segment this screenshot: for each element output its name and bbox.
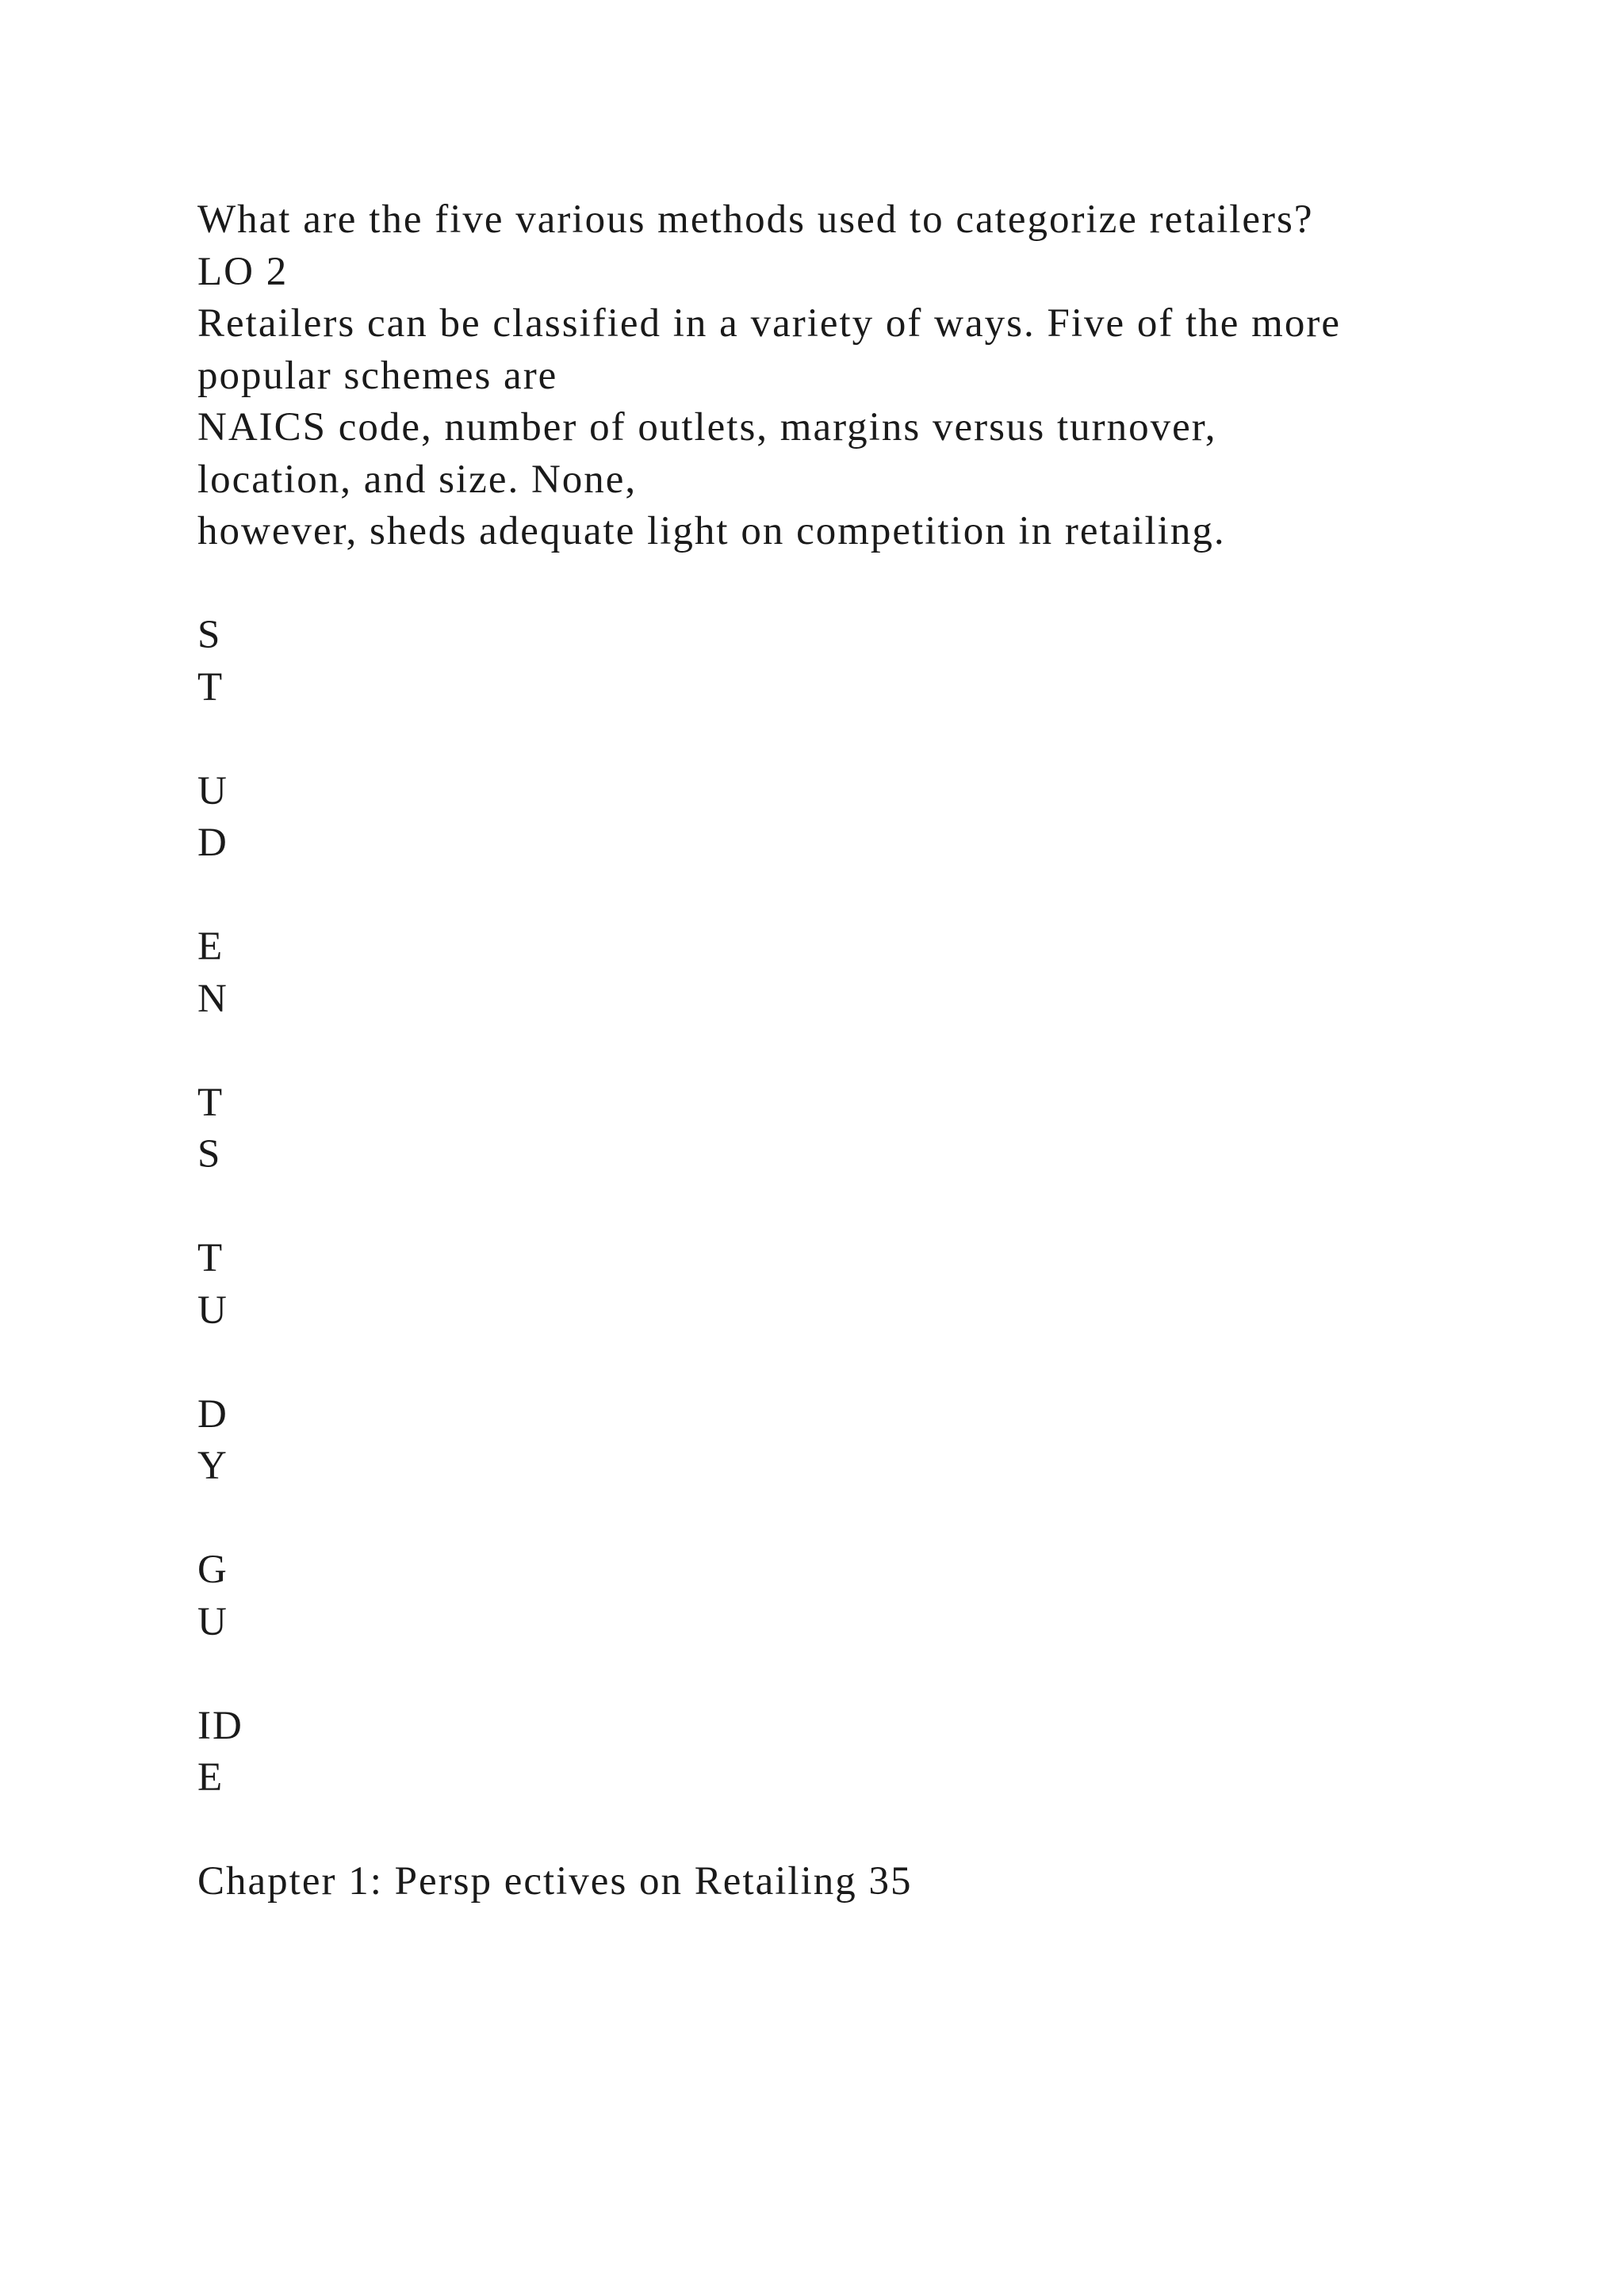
spacer xyxy=(197,870,1545,922)
watermark-letter: T xyxy=(197,664,224,710)
spacer xyxy=(197,1181,1545,1234)
spacer xyxy=(197,1493,1545,1545)
spacer xyxy=(197,1025,1545,1077)
question-heading: What are the five various methods used to categorize retailers? xyxy=(197,197,1314,242)
watermark-letter: S xyxy=(197,1132,222,1177)
page-footer: Chapter 1: Persp ectives on Retailing 35 xyxy=(197,1859,913,1904)
spacer xyxy=(197,1337,1545,1389)
watermark-letter: Y xyxy=(197,1444,228,1488)
spacer xyxy=(197,558,1545,610)
spacer xyxy=(197,714,1545,766)
answer-line: location, and size. None, xyxy=(197,457,638,502)
answer-line: however, sheds adequate light on competition in retailing. xyxy=(197,509,1226,553)
watermark-letter: T xyxy=(197,1236,224,1280)
watermark-letter: N xyxy=(197,976,228,1021)
spacer xyxy=(197,1648,1545,1701)
watermark-letter: ID xyxy=(197,1703,243,1748)
watermark-letter: D xyxy=(197,1391,228,1437)
spacer xyxy=(197,1804,1545,1857)
watermark-letter: U xyxy=(197,1599,228,1644)
learning-objective: LO 2 xyxy=(197,249,289,294)
watermark-letter: T xyxy=(197,1080,224,1125)
watermark-letter: D xyxy=(197,821,228,865)
watermark-letter: U xyxy=(197,1288,228,1333)
page-content xyxy=(197,194,1545,1908)
watermark-letter: U xyxy=(197,768,228,813)
answer-line: NAICS code, number of outlets, margins versus turnover, xyxy=(197,405,1217,450)
answer-line: popular schemes are xyxy=(197,353,558,398)
watermark-letter: E xyxy=(197,924,224,969)
watermark-letter: S xyxy=(197,613,222,657)
watermark-letter: G xyxy=(197,1548,228,1592)
watermark-letter: E xyxy=(197,1755,224,1800)
answer-line: Retailers can be classified in a variety of ways. Five of the more xyxy=(197,301,1341,346)
